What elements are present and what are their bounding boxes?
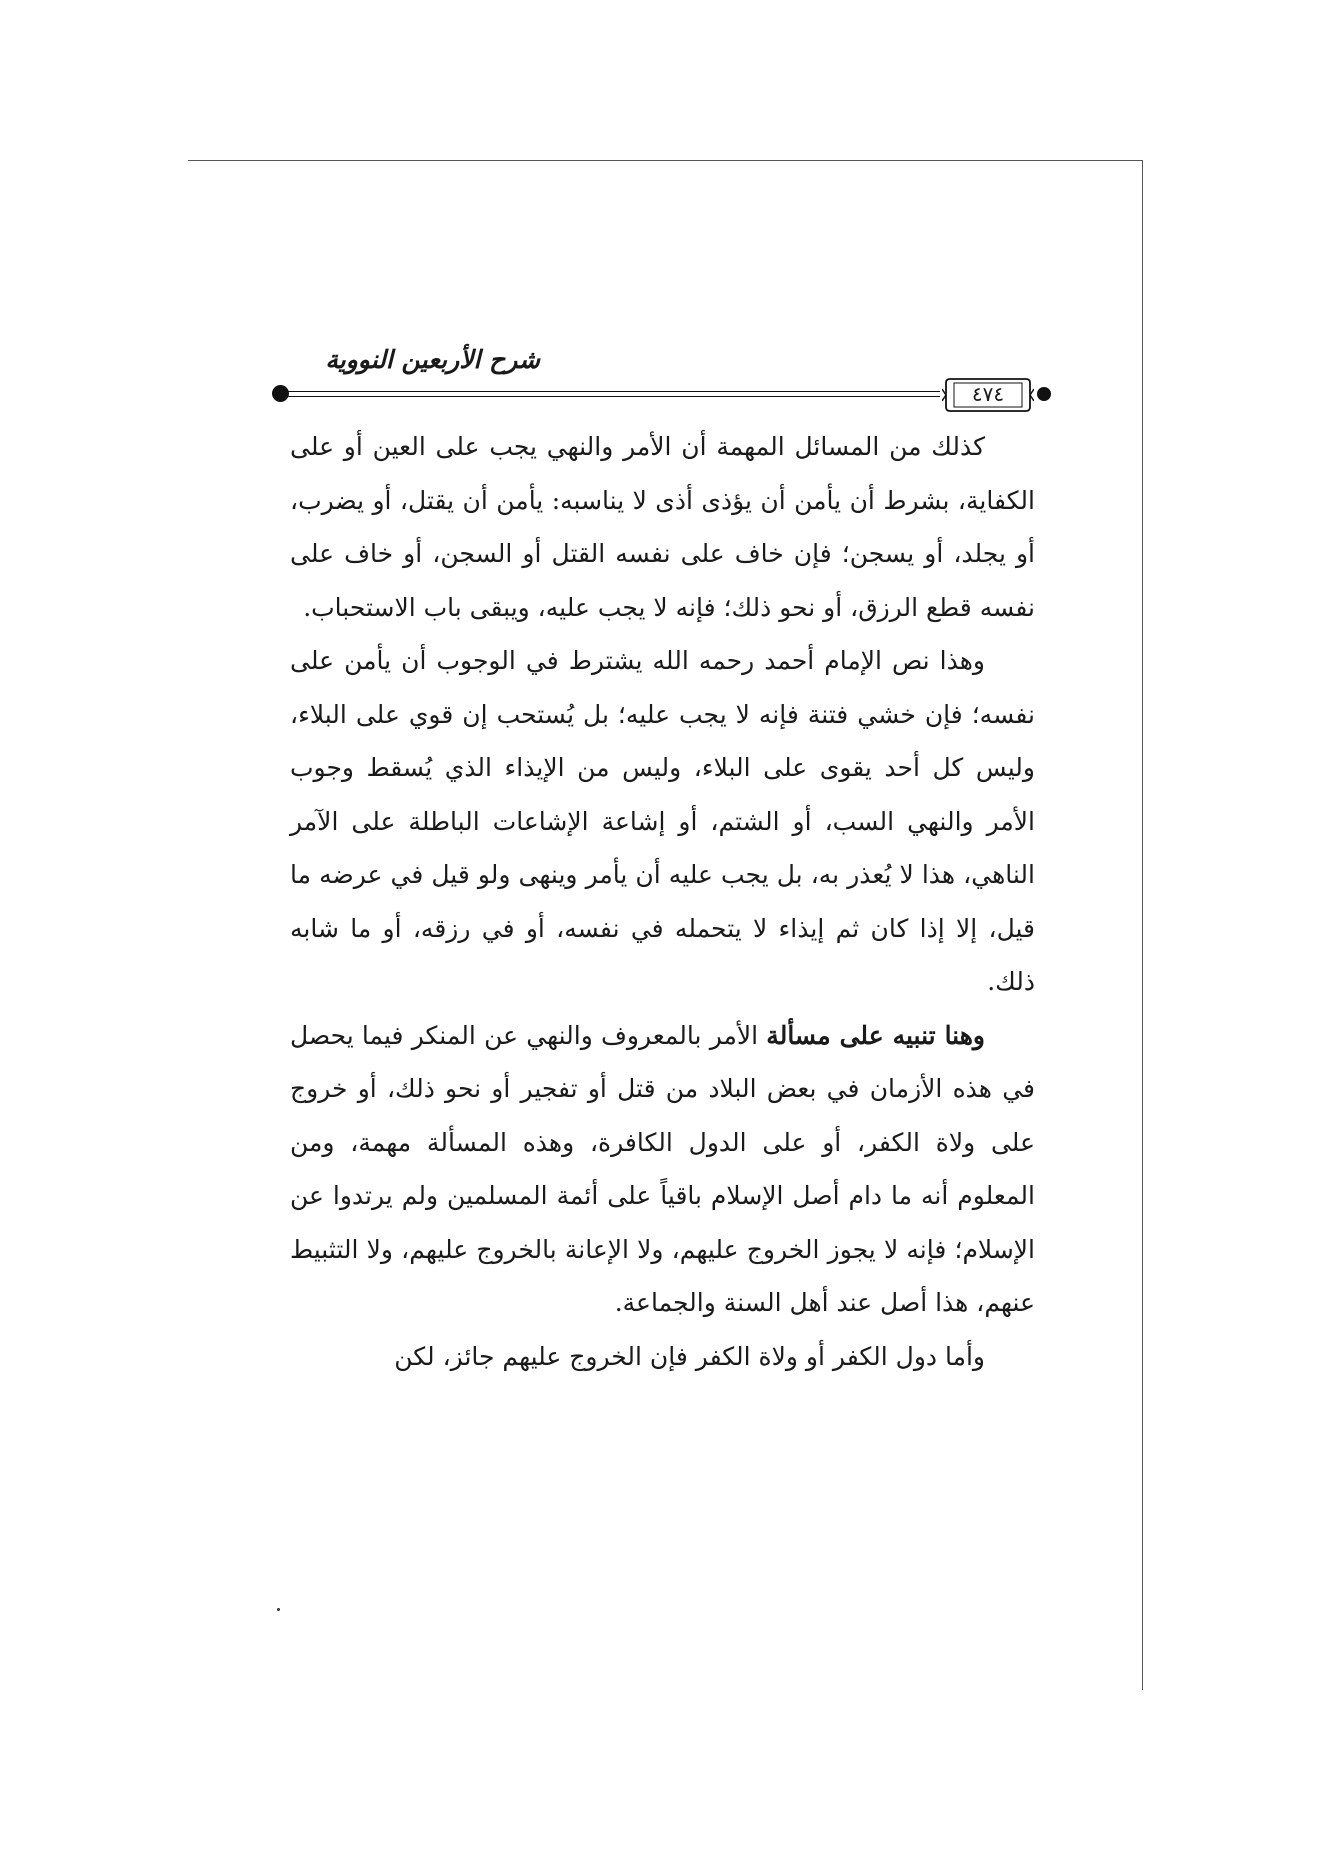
body-text [290,420,1035,1383]
paragraph-continuation: الأمر بالمعروف والنهي عن المنكر فيما يحصل في هذه الأزمان في بعض البلاد من قتل أو تفجير أو نحو ذلك، أو خروج على ولاة الكفر، أو على الدول الكافرة، وهذه المسألة مهمة، ومن المعلوم أنه ما دام أصل الإسلام باقياً على أئمة المسلمين ولم يرتدوا عن الإسلام؛ فإنه لا يجوز الخروج عليهم، ولا الإعانة بالخروج عليهم، ولا التثبيط عنهم، هذا أصل عند أهل السنة والجماعة. [290,1020,1035,1317]
scan-speck [277,1608,280,1611]
header-rule [280,391,940,392]
page-header [270,335,1060,415]
paragraph [290,1009,1035,1330]
book-title: شرح الأربعين النووية [325,345,540,374]
ornament-dot-right [1037,387,1051,401]
header-rule-secondary [280,396,940,397]
bold-lead-phrase: وهنا تنبيه على مسألة [766,1020,985,1050]
page-number-frame [942,375,1034,415]
crop-mark-top [188,160,1143,161]
page-number: ٤٧٤ [971,382,1005,406]
ornament-dot-left [272,385,289,402]
paragraph: كذلك من المسائل المهمة أن الأمر والنهي يجب على العين أو على الكفاية، بشرط أن يأمن أن يؤذى أذى لا يناسبه: يأمن أن يقتل، أو يضرب، أو يجلد، أو يسجن؛ فإن خاف على نفسه القتل أو السجن، أو خاف على نفسه قطع الرزق، أو نحو ذلك؛ فإنه لا يجب عليه، ويبقى باب الاستحباب. [290,432,1035,622]
paragraph: وأما دول الكفر أو ولاة الكفر فإن الخروج عليهم جائز، لكن [394,1341,985,1371]
paragraph: وهذا نص الإمام أحمد رحمه الله يشترط في الوجوب أن يأمن على نفسه؛ فإن خشي فتنة فإنه لا يجب عليه؛ بل يُستحب إن قوي على البلاء، وليس كل أحد يقوى على البلاء، وليس من الإيذاء الذي يُسقط وجوب الأمر والنهي السب، أو الشتم، أو إشاعة الإشاعات الباطلة على الآمر الناهي، هذا لا يُعذر به، بل يجب عليه أن يأمر وينهى ولو قيل في عرضه ما قيل، إلا إذا كان ثم إيذاء لا يتحمله في نفسه، أو في رزقه، أو ما شابه ذلك. [290,646,1035,996]
crop-mark-right [1142,160,1143,1690]
